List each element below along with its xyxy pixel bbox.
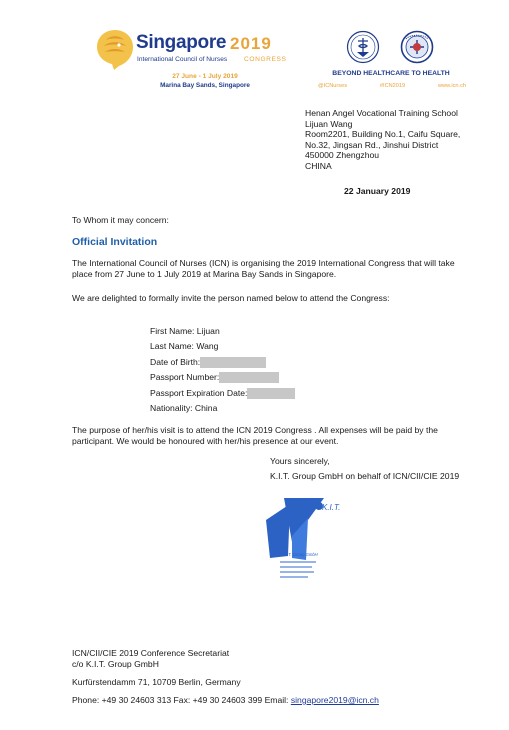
address-line: Lijuan Wang bbox=[305, 118, 353, 129]
slogan: BEYOND HEALTHCARE TO HEALTH bbox=[332, 70, 450, 77]
snb-seal-icon bbox=[400, 30, 434, 64]
first-name: First Name: Lijuan bbox=[150, 326, 220, 336]
paragraph-invite: We are delighted to formally invite the person named below to attend the Congress: bbox=[72, 293, 390, 303]
svg-text:K.I.T.: K.I.T. bbox=[322, 503, 341, 512]
recipient-address bbox=[305, 108, 460, 172]
brand-word: Singapore bbox=[136, 32, 227, 53]
partner-logos bbox=[316, 30, 466, 100]
expiry-label: Passport Expiration Date: bbox=[150, 387, 248, 398]
icn-seal-icon bbox=[346, 30, 380, 64]
letter-title: Official Invitation bbox=[72, 236, 158, 248]
social-handles bbox=[318, 83, 466, 89]
redacted-block bbox=[247, 388, 295, 399]
date-of-birth bbox=[150, 355, 295, 370]
footer-care-of: c/o K.I.T. Group GmbH bbox=[72, 659, 159, 669]
footer bbox=[72, 648, 379, 706]
footer-phone-fax: Phone: +49 30 24603 313 Fax: +49 30 24603 399 Email: bbox=[72, 695, 291, 705]
salutation: To Whom it may concern: bbox=[72, 215, 169, 225]
passport-expiry bbox=[150, 386, 295, 401]
closing: Yours sincerely, bbox=[270, 456, 330, 466]
closing-block bbox=[270, 454, 459, 484]
signatory: K.I.T. Group GmbH on behalf of ICN/CII/CIE 2019 bbox=[270, 471, 460, 482]
footer-address: Kurfürstendamm 71, 10709 Berlin, Germany bbox=[72, 677, 241, 687]
address-line: CHINA bbox=[305, 160, 332, 171]
passport-label: Passport Number: bbox=[150, 372, 220, 383]
letter-date: 22 January 2019 bbox=[344, 186, 411, 196]
dob-label: Date of Birth: bbox=[150, 356, 201, 367]
nationality: Nationality: China bbox=[150, 403, 218, 414]
address-line: Room2201, Building No.1, Caifu Square, bbox=[305, 129, 461, 140]
footer-contact bbox=[72, 695, 379, 706]
lion-icon bbox=[92, 26, 138, 72]
paragraph-intro: The International Council of Nurses (ICN) is organising the 2019 International Congress that will take place from 27 June to 1 July 2019 at Marina Bay Sands in Singapore. bbox=[72, 258, 455, 279]
redacted-block bbox=[200, 357, 266, 368]
svg-text:K.I.T. Group GmbH: K.I.T. Group GmbH bbox=[282, 552, 318, 557]
email-link[interactable]: singapore2019@icn.ch bbox=[290, 695, 379, 705]
address-line: Henan Angel Vocational Training School bbox=[305, 108, 458, 118]
congress-label: CONGRESS bbox=[244, 56, 287, 63]
organisation-name: International Council of Nurses bbox=[137, 56, 228, 63]
footer-secretariat: ICN/CII/CIE 2019 Conference Secretariat bbox=[72, 648, 230, 658]
brand-year: 2019 bbox=[230, 34, 272, 53]
congress-logo bbox=[92, 26, 302, 98]
invitee-details bbox=[150, 324, 295, 416]
congress-venue: Marina Bay Sands, Singapore bbox=[160, 82, 250, 89]
website: www.icn.ch bbox=[438, 83, 466, 89]
redacted-block bbox=[219, 372, 279, 383]
paragraph-purpose: The purpose of her/his visit is to attend the ICN 2019 Congress . All expenses will be paid by the participant. We would be honoured with her/his presence at our event. bbox=[72, 425, 438, 446]
twitter-handle: @ICNurses bbox=[318, 83, 347, 89]
passport-number bbox=[150, 370, 295, 385]
last-name: Last Name: Wang bbox=[150, 341, 219, 352]
address-line: No.32, Jingsan Rd., Jinshui District bbox=[305, 139, 439, 150]
kit-logo-icon bbox=[262, 496, 352, 588]
congress-dates: 27 June - 1 July 2019 bbox=[172, 73, 238, 80]
hashtag: #ICN2019 bbox=[379, 83, 406, 89]
address-line: 450000 Zhengzhou bbox=[305, 150, 380, 161]
